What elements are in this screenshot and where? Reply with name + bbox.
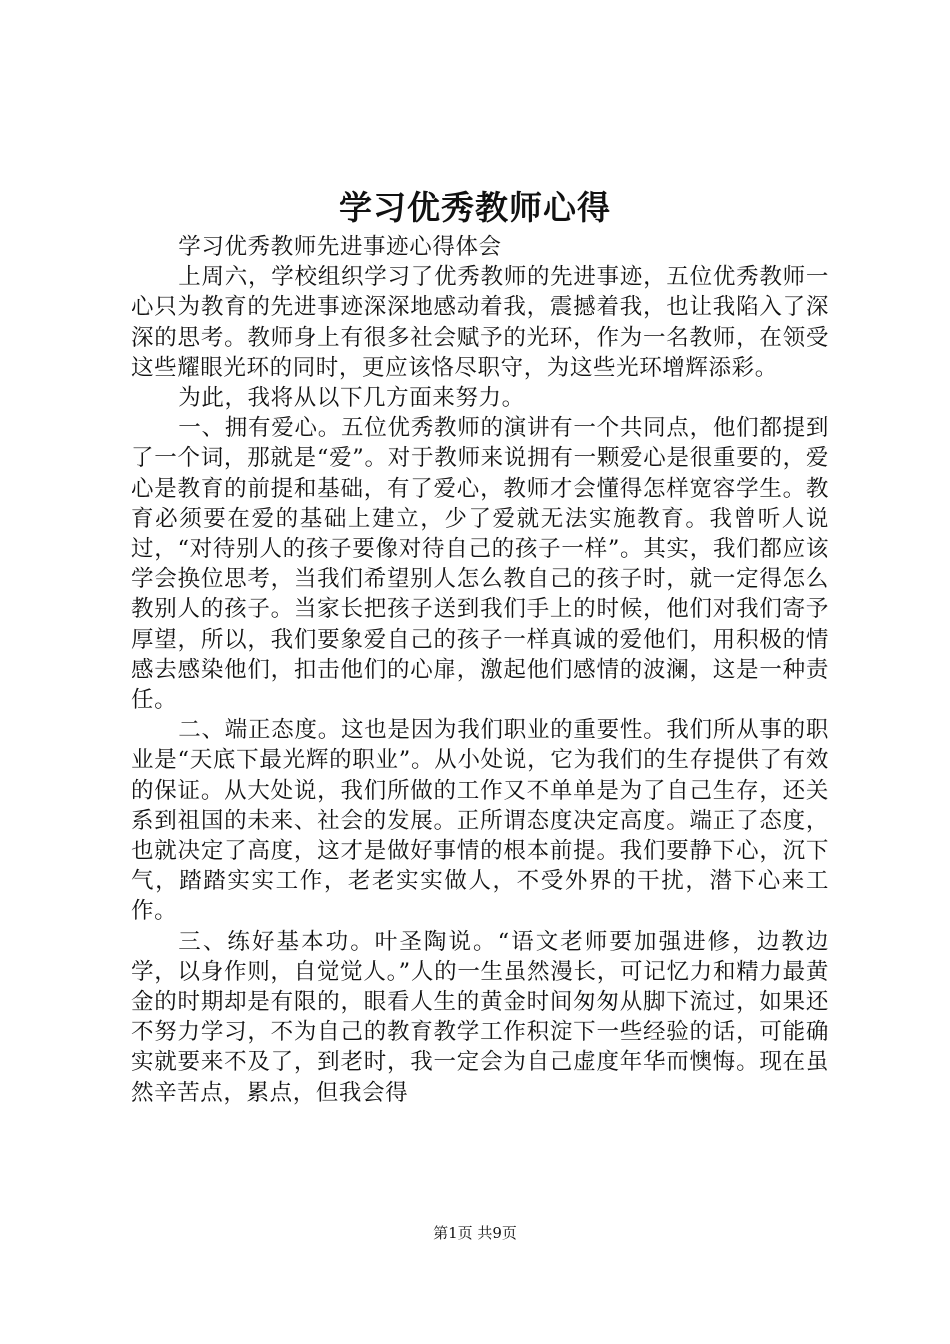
subtitle-paragraph: 学习优秀教师先进事迹心得体会 xyxy=(178,234,502,260)
body-paragraph: 上周六，学校组织学习了优秀教师的先进事迹，五位优秀教师一心只为教育的先进事迹深深地感动着我，震撼着我，也让我陷入了深深的思考。教师身上有很多社会赋予的光环，作为一名教师，在领受这些耀眼光环的同时，更应该恪尽职守，为这些光环增辉添彩。 xyxy=(131,264,829,381)
body-paragraph: 二、端正态度。这也是因为我们职业的重要性。我们所从事的职业是“天底下最光辉的职业”。从小处说，它为我们的生存提供了有效的保证。从大处说，我们所做的工作又不单单是为了自己生存，还关系到祖国的未来、社会的发展。正所谓态度决定高度。端正了态度，也就决定了高度，这才是做好事情的根本前提。我们要静下心，沉下气，踏踏实实工作，老老实实做人，不受外界的干扰，潜下心来工作。 xyxy=(131,717,829,925)
document-body xyxy=(131,232,829,1108)
body-paragraph: 三、练好基本功。叶圣陶说。“语文老师要加强进修，边教边学，以身作则，自觉觉人。”人的一生虽然漫长，可记忆力和精力最黄金的时期却是有限的，眼看人生的黄金时间匆匆从脚下流过，如果还不努力学习，不为自己的教育教学工作积淀下一些经验的话，可能确实就要来不及了，到老时，我一定会为自己虚度年华而懊悔。现在虽然辛苦点，累点，但我会得 xyxy=(131,928,829,1106)
body-paragraph: 为此，我将从以下几方面来努力。 xyxy=(178,385,525,412)
body-paragraph: 一、拥有爱心。五位优秀教师的演讲有一个共同点，他们都提到了一个词，那就是“爱”。对于教师来说拥有一颗爱心是很重要的，爱心是教育的前提和基础，有了爱心，教师才会懂得怎样宽容学生。教育必须要在爱的基础上建立，少了爱就无法实施教育。我曾听人说过，“对待别人的孩子要像对待自己的孩子一样”。其实，我们都应该学会换位思考，当我们希望别人怎么教自己的孩子时，就一定得怎么教别人的孩子。当家长把孩子送到我们手上的时候，他们对我们寄予厚望，所以，我们要象爱自己的孩子一样真诚的爱他们，用积极的情感去感染他们，扣击他们的心扉，激起他们感情的波澜，这是一种责任。 xyxy=(131,415,829,714)
document-title: 学习优秀教师心得 xyxy=(339,188,611,227)
page-number-footer: 第1页 共9页 xyxy=(433,1224,517,1242)
